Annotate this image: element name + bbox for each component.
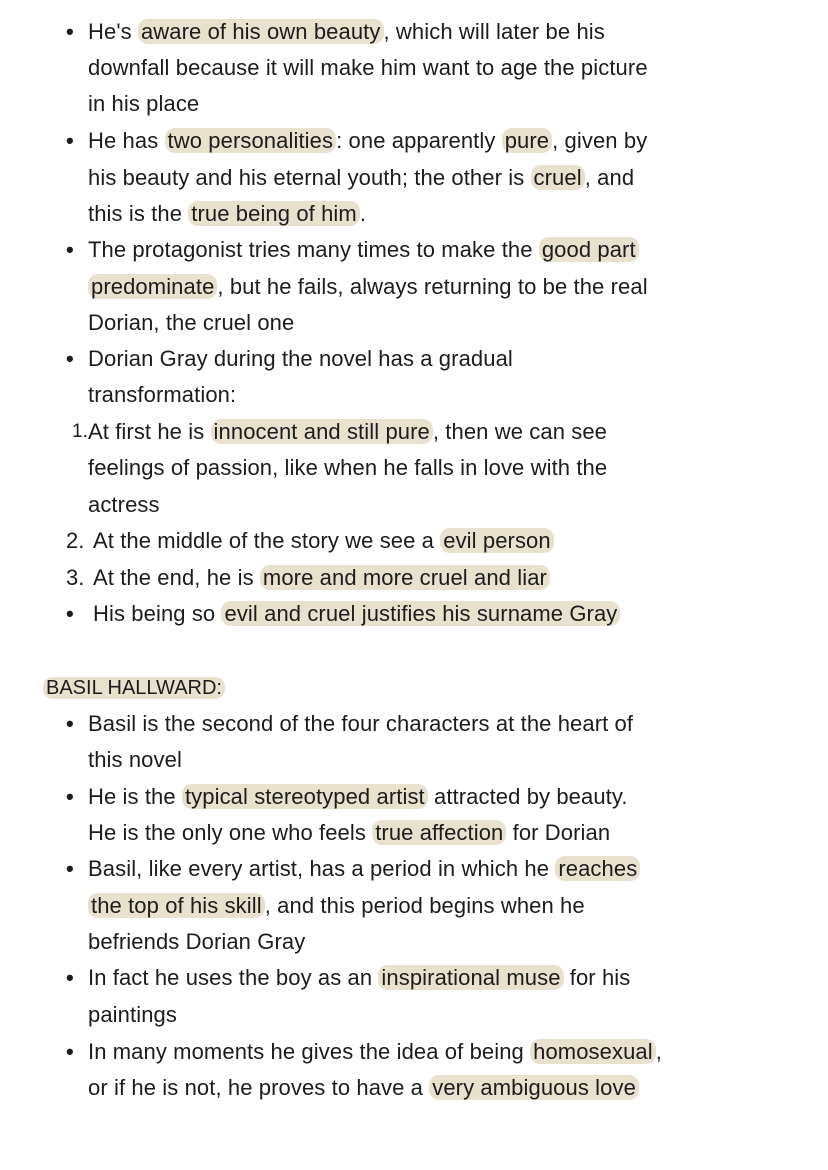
highlight: more and more cruel and liar [260,565,550,590]
text-line: or if he is not, he proves to have a very ambiguous love [88,1070,639,1106]
text-line: in his place [88,91,200,116]
list-number: 2. [66,528,85,553]
highlight: predominate [88,274,217,299]
highlight: innocent and still pure [211,419,433,444]
text-line: befriends Dorian Gray [88,929,306,954]
text-line: Dorian, the cruel one [88,310,295,335]
list-number: 1. [72,421,88,442]
text-line: The protagonist tries many times to make the good part [88,232,639,268]
highlight: evil and cruel justifies his surname Gray [221,601,620,626]
bullet-dot: • [66,601,74,626]
highlight: homosexual [530,1039,656,1064]
text-line: He is the typical stereotyped artist attracted by beauty. [88,784,628,809]
highlight: true affection [372,820,506,845]
text-line: In many moments he gives the idea of being homosexual , [88,1039,662,1064]
highlight: good part [539,237,639,262]
text-line: actress [88,492,160,517]
text-line: transformation: [88,382,237,407]
highlight: aware of his own beauty [138,19,384,44]
highlight: two personalities [165,128,337,153]
highlight: typical stereotyped artist [182,784,428,809]
text-line: Basil, like every artist, has a period in which he reaches [88,851,640,887]
text-line: Dorian Gray during the novel has a gradual [88,346,513,371]
text-line: At first he is innocent and still pure , then we can see [88,419,608,444]
text-line: At the middle of the story we see a evil person [93,523,554,559]
bullet-dot: • [66,965,74,990]
highlight: inspirational muse [378,965,563,990]
text-line: his beauty and his eternal youth; the other is cruel , and [88,165,635,190]
text-line: paintings [88,1002,177,1027]
text-line: Basil is the second of the four characters at the heart of [88,711,634,736]
bullet-dot: • [66,784,74,809]
text-line: predominate , but he fails, always returning to be the real [88,269,648,305]
bullet-dot: • [66,1039,74,1064]
text-line: He's aware of his own beauty , which will later be his [88,19,605,44]
text-line: this is the true being of him . [88,201,367,226]
highlight: very ambiguous love [429,1075,639,1100]
highlight: reaches [555,856,640,881]
text-line: this novel [88,747,182,772]
highlight: pure [502,128,552,153]
bullet-dot: • [66,128,74,153]
text-line: At the end, he is more and more cruel and liar [93,560,550,596]
list-number: 3. [66,565,85,590]
bullet-dot: • [66,237,74,262]
highlight: evil person [440,528,554,553]
text-line: the top of his skill , and this period begins when he [88,888,585,924]
bullet-dot: • [66,711,74,736]
highlight: the top of his skill [88,893,265,918]
text-line: In fact he uses the boy as an inspirational muse for his [88,965,631,990]
text-line: feelings of passion, like when he falls in love with the [88,455,608,480]
text-line: downfall because it will make him want to age the picture [88,55,648,80]
bullet-dot: • [66,346,74,371]
text-line: His being so evil and cruel justifies his surname Gray [93,596,620,632]
highlight: cruel [531,165,585,190]
text-line: He has two personalities : one apparently pure , given by [88,128,648,153]
section-heading: BASIL HALLWARD: [43,670,225,706]
highlight: true being of him [188,201,360,226]
text-line: He is the only one who feels true affection for Dorian [88,820,611,845]
bullet-dot: • [66,856,74,881]
bullet-dot: • [66,19,74,44]
